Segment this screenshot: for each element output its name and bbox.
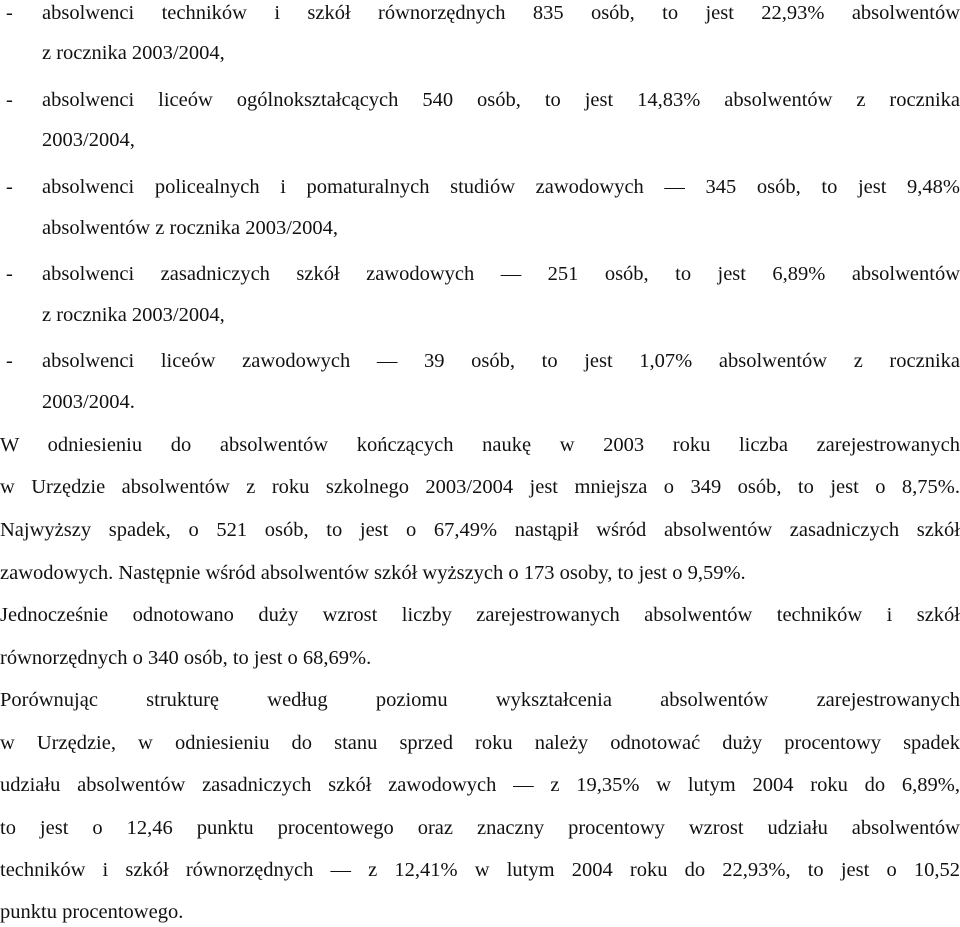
- list-item-text: absolwenci policealnych i pomaturalnych studiów zawodowych — 345 osób, to jest 9,48%: [42, 176, 960, 198]
- paragraph-text: techników i szkół równorzędnych — z 12,41% w lutym 2004 roku do 22,93%, to jest o 10,52: [0, 859, 960, 881]
- paragraph-text: Najwyższy spadek, o 521 osób, to jest o 67,49% nastąpił wśród absolwentów zasadniczych szkół: [0, 519, 960, 541]
- list-item-line: [0, 0, 960, 28]
- list-dash: -: [6, 263, 13, 285]
- list-item-line: [0, 387, 960, 417]
- paragraph-text: równorzędnych o 340 osób, to jest o 68,69%.: [0, 647, 372, 669]
- paragraph-line: [0, 855, 960, 885]
- list-item-line: [0, 125, 960, 155]
- list-item-text: 2003/2004.: [42, 391, 135, 413]
- paragraph-line: [0, 770, 960, 800]
- list-item-line: [0, 172, 960, 202]
- list-dash: -: [6, 89, 13, 111]
- paragraph-line: [0, 897, 960, 927]
- list-item-text: z rocznika 2003/2004,: [42, 304, 225, 326]
- list-item-text: absolwenci techników i szkół równorzędnych 835 osób, to jest 22,93% absolwentów: [42, 2, 960, 24]
- list-dash: -: [6, 350, 13, 372]
- list-item-line: [0, 85, 960, 115]
- paragraph-line: [0, 685, 960, 715]
- list-item-line: [0, 38, 960, 68]
- list-item-line: [0, 346, 960, 376]
- paragraph-text: w Urzędzie, w odniesieniu do stanu sprzed roku należy odnotować duży procentowy spadek: [0, 732, 960, 754]
- paragraph-text: udziału absolwentów zasadniczych szkół zawodowych — z 19,35% w lutym 2004 roku do 6,89%,: [0, 774, 960, 796]
- paragraph-text: to jest o 12,46 punktu procentowego oraz znaczny procentowy wzrost udziału absolwentów: [0, 817, 960, 839]
- paragraph-text: punktu procentowego.: [0, 901, 184, 923]
- list-dash: -: [6, 176, 13, 198]
- list-item-text: absolwenci liceów zawodowych — 39 osób, to jest 1,07% absolwentów z rocznika: [42, 350, 960, 372]
- paragraph-text: Jednocześnie odnotowano duży wzrost liczby zarejestrowanych absolwentów techników i szkół: [0, 604, 960, 626]
- list-item-text: absolwentów z rocznika 2003/2004,: [42, 217, 339, 239]
- list-item-line: [0, 213, 960, 243]
- paragraph-text: w Urzędzie absolwentów z roku szkolnego 2003/2004 jest mniejsza o 349 osób, to jest o 8,75%.: [0, 476, 960, 498]
- list-dash: -: [6, 2, 13, 24]
- paragraph-line: [0, 813, 960, 843]
- list-item-text: z rocznika 2003/2004,: [42, 42, 225, 64]
- paragraph-line: [0, 643, 960, 673]
- list-item-line: [0, 300, 960, 330]
- paragraph-text: zawodowych. Następnie wśród absolwentów szkół wyższych o 173 osoby, to jest o 9,59%.: [0, 562, 746, 584]
- paragraph-line: [0, 558, 960, 588]
- list-item-text: absolwenci zasadniczych szkół zawodowych — 251 osób, to jest 6,89% absolwentów: [42, 263, 960, 285]
- paragraph-text: W odniesieniu do absolwentów kończących naukę w 2003 roku liczba zarejestrowanych: [0, 434, 960, 456]
- list-item-line: [0, 259, 960, 289]
- paragraph-line: [0, 600, 960, 630]
- paragraph-line: [0, 515, 960, 545]
- paragraph-line: [0, 472, 960, 502]
- list-item-text: absolwenci liceów ogólnokształcących 540 osób, to jest 14,83% absolwentów z rocznika: [42, 89, 960, 111]
- list-item-text: 2003/2004,: [42, 129, 135, 151]
- paragraph-text: Porównując strukturę według poziomu wykształcenia absolwentów zarejestrowanych: [0, 689, 960, 711]
- paragraph-line: [0, 728, 960, 758]
- paragraph-line: [0, 430, 960, 460]
